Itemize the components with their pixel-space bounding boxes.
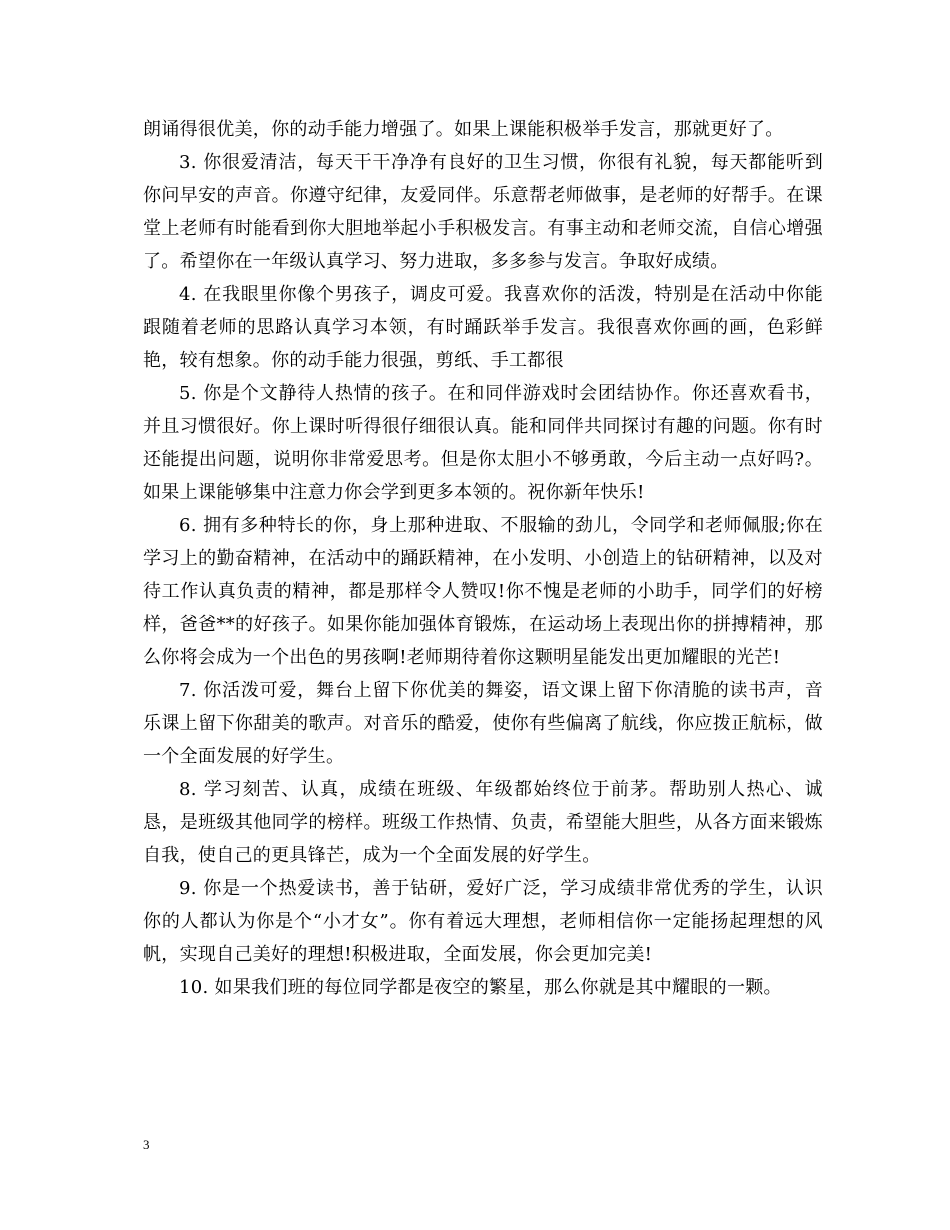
paragraph-comment-4: 4. 在我眼里你像个男孩子，调皮可爱。我喜欢你的活泼，特别是在活动中你能跟随着老师的思路认真学习本领，有时踊跃举手发言。我很喜欢你画的画，色彩鲜艳，较有想象。你的动手能力很强，剪纸、手工都很 — [143, 284, 823, 371]
paragraph-comment-7: 7. 你活泼可爱，舞台上留下你优美的舞姿，语文课上留下你清脆的读书声，音乐课上留下你甜美的歌声。对音乐的酷爱，使你有些偏离了航线，你应拨正航标，做一个全面发展的好学生。 — [143, 680, 823, 767]
paragraph-comment-8: 8. 学习刻苦、认真，成绩在班级、年级都始终位于前茅。帮助别人热心、诚恳，是班级其他同学的榜样。班级工作热情、负责，希望能大胆些，从各方面来锻炼自我，使自己的更具锋芒，成为一个全面发展的好学生。 — [143, 779, 823, 866]
paragraph-comment-10: 10. 如果我们班的每位同学都是夜空的繁星，那么你就是其中耀眼的一颗。 — [179, 977, 782, 998]
paragraph-comment-5: 5. 你是个文静待人热情的孩子。在和同伴游戏时会团结协作。你还喜欢看书，并且习惯很好。你上课时听得很仔细很认真。能和同伴共同探讨有趣的问题。你有时还能提出问题，说明你非常爱思考。但是你太胆小不够勇敢，今后主动一点好吗?。如果上课能够集中注意力你会学到更多本领的。祝你新年快乐! — [143, 383, 823, 503]
paragraph-comment-6: 6. 拥有多种特长的你，身上那种进取、不服输的劲儿，令同学和老师佩服;你在学习上的勤奋精神，在活动中的踊跃精神，在小发明、小创造上的钻研精神，以及对待工作认真负责的精神，都是那样令人赞叹!你不愧是老师的小助手，同学们的好榜样，爸爸**的好孩子。如果你能加强体育锻炼，在运动场上表现出你的拼搏精神，那么你将会成为一个出色的男孩啊!老师期待着你这颗明星能发出更加耀眼的光芒! — [143, 515, 823, 668]
page-number: 3 — [143, 1137, 150, 1152]
document-body — [143, 113, 823, 1004]
paragraph-continuation: 朗诵得很优美，你的动手能力增强了。如果上课能积极举手发言，那就更好了。 — [143, 119, 784, 140]
paragraph-comment-3: 3. 你很爱清洁，每天干干净净有良好的卫生习惯，你很有礼貌，每天都能听到你问早安的声音。你遵守纪律，友爱同伴。乐意帮老师做事，是老师的好帮手。在课堂上老师有时能看到你大胆地举起小手积极发言。有事主动和老师交流，自信心增强了。希望你在一年级认真学习、努力进取，多多参与发言。争取好成绩。 — [143, 152, 823, 272]
paragraph-comment-9: 9. 你是一个热爱读书，善于钻研，爱好广泛，学习成绩非常优秀的学生，认识你的人都认为你是个“小才女”。你有着远大理想，老师相信你一定能扬起理想的风帆，实现自己美好的理想!积极进取，全面发展，你会更加完美! — [143, 878, 823, 965]
